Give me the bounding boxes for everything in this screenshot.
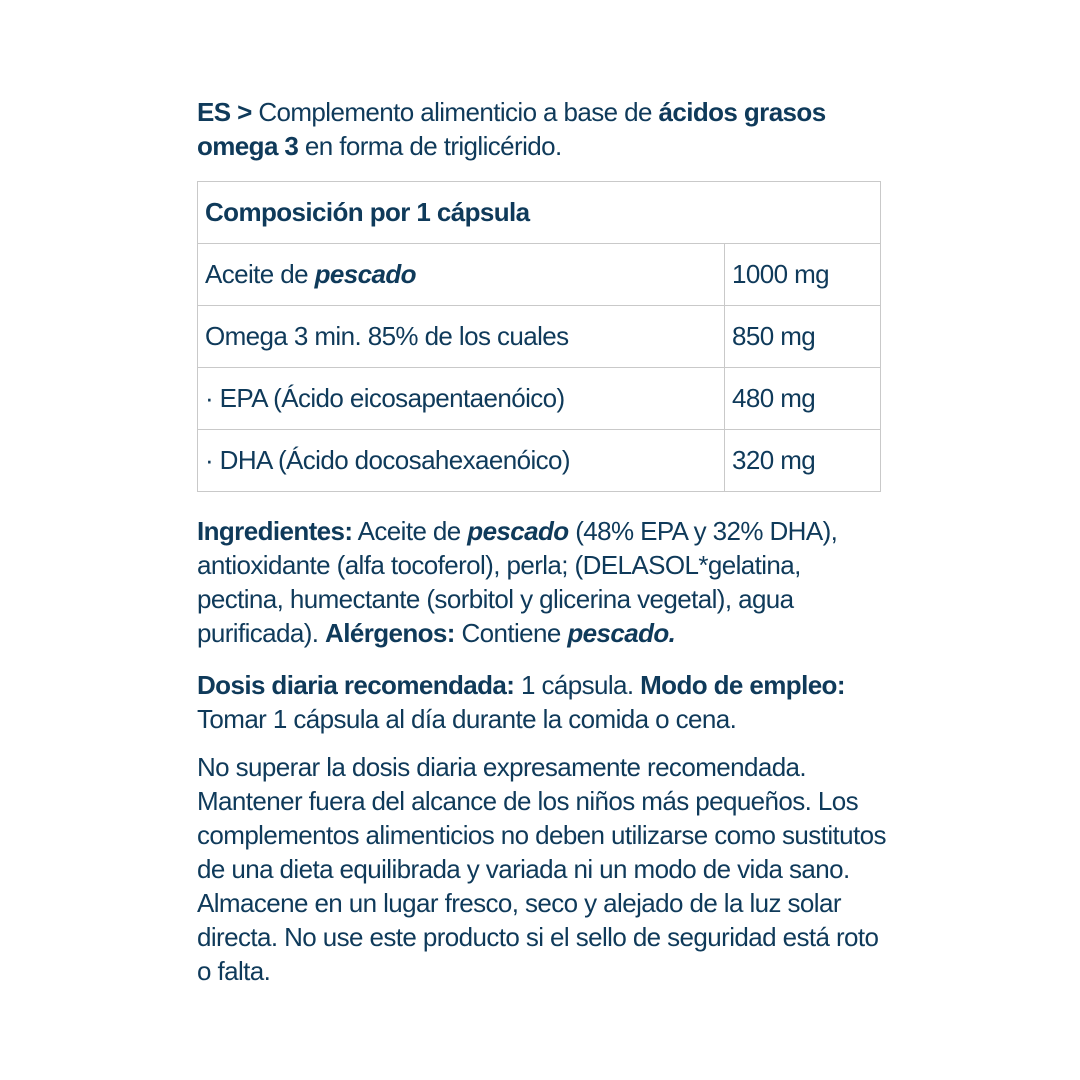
ingredient-name: Omega 3 min. 85% de los cuales — [205, 321, 569, 351]
ingredient-amount: 320 mg — [725, 430, 881, 492]
ingredient-name: · EPA (Ácido eicosapentaenóico) — [205, 383, 565, 413]
intro-paragraph — [197, 95, 887, 163]
ingredient-name-cell — [198, 306, 725, 368]
ingredient-name: Aceite de — [205, 259, 315, 289]
table-row — [198, 368, 881, 430]
allergens-emphasis: pescado. — [567, 618, 676, 648]
ingredient-amount: 480 mg — [725, 368, 881, 430]
intro-highlight: ácidos grasos omega 3 — [197, 97, 826, 161]
ingredient-name-cell — [198, 430, 725, 492]
table-row — [198, 244, 881, 306]
composition-title: Composición por 1 cápsula — [198, 182, 881, 244]
ingredient-name-cell — [198, 368, 725, 430]
ingredient-amount: 850 mg — [725, 306, 881, 368]
ingredients-label: Ingredientes: — [197, 516, 353, 546]
intro-text-1: Complemento alimenticio a base de — [251, 97, 659, 127]
table-row — [198, 430, 881, 492]
allergens-label: Alérgenos: — [325, 618, 455, 648]
warnings-paragraph: No superar la dosis diaria expresamente recomendada. Mantener fuera del alcance de los niños más pequeños. Los complementos alimenticios no deben utilizarse como sustitutos de una dieta equilibrada y variada ni un modo de vida sano. Almacene en un lugar fresco, seco y alejado de la luz solar directa. No use este producto si el sello de seguridad está roto o falta. — [197, 752, 886, 986]
composition-header-row — [198, 182, 881, 244]
table-row — [198, 306, 881, 368]
ingredient-emphasis: pescado — [314, 259, 416, 289]
ingredients-emphasis-1: pescado — [467, 516, 569, 546]
dosage-text: 1 cápsula. — [514, 670, 641, 700]
ingredients-text-2: (48% EPA y 32% DHA), antioxidante (alfa tocoferol), perla; (DELASOL*gelatina, pectina, humectante (sorbitol y glicerina vegetal), agua purificada). — [197, 516, 838, 648]
ingredient-amount: 1000 mg — [725, 244, 881, 306]
usage-text: Tomar 1 cápsula al día durante la comida o cena. — [197, 704, 737, 734]
ingredient-name-cell — [198, 244, 725, 306]
allergens-text: Contiene — [454, 618, 568, 648]
intro-text-2: en forma de triglicérido. — [298, 131, 562, 161]
ingredient-name: · DHA (Ácido docosahexaenóico) — [205, 445, 570, 475]
usage-label: Modo de empleo: — [640, 670, 845, 700]
ingredients-text-1: Aceite de — [352, 516, 468, 546]
dosage-paragraph — [197, 668, 887, 736]
dosage-label: Dosis diaria recomendada: — [197, 670, 515, 700]
ingredients-paragraph — [197, 514, 887, 650]
label-content — [197, 95, 887, 988]
composition-table — [197, 181, 881, 492]
language-tag: ES > — [197, 97, 252, 127]
